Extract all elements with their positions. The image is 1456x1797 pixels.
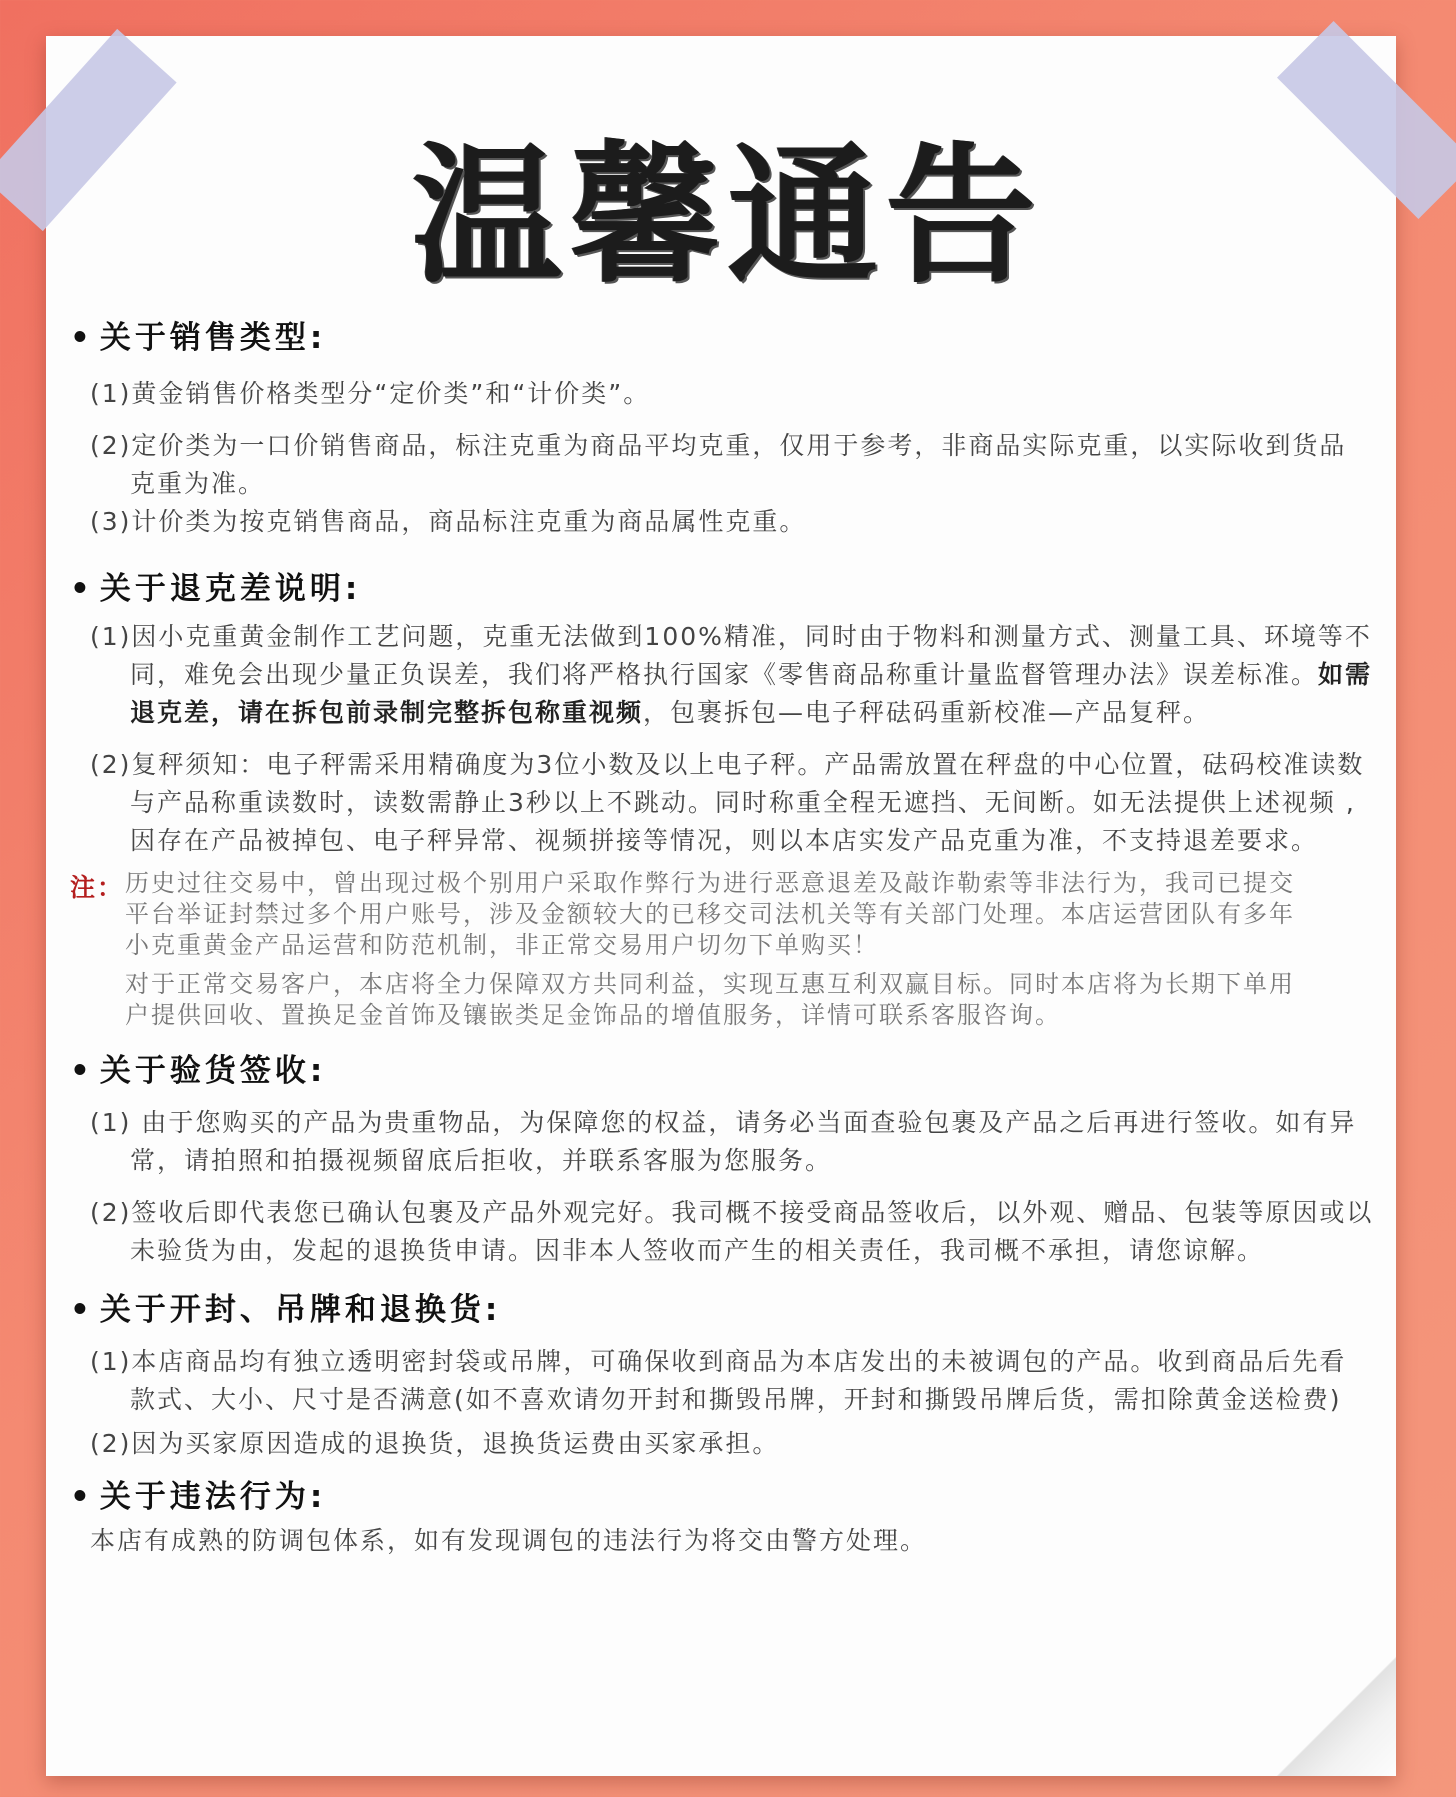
- bold-text: 如需退克差，请在拆包前录制完整拆包称重视频: [130, 660, 1373, 727]
- bullet-icon: •: [70, 320, 94, 356]
- section-heading: [70, 1045, 1400, 1090]
- section-title: 关于违法行为:: [99, 1479, 327, 1515]
- paragraph: (1)本店商品均有独立透明密封袋或吊牌，可确保收到商品为本店发出的未被调包的产品。收到商品后先看款式、大小、尺寸是否满意(如不喜欢请勿开封和撕毁吊牌，开封和撕毁吊牌后货，需扣除黄金送检费): [90, 1347, 1347, 1414]
- section-heading: [70, 312, 1400, 357]
- notice-title: 温馨通告: [411, 130, 1044, 304]
- paragraph: (1) 由于您购买的产品为贵重物品，为保障您的权益，请务必当面查验包裹及产品之后再进行签收。如有异常，请拍照和拍摄视频留底后拒收，并联系客服为您服务。: [90, 1108, 1357, 1175]
- note-body: [125, 868, 1310, 1031]
- note-text: 对于正常交易客户，本店将全力保障双方共同利益，实现互惠互利双赢目标。同时本店将为长期下单用户提供回收、置换足金首饰及镶嵌类足金饰品的增值服务，详情可联系客服咨询。: [125, 970, 1295, 1029]
- paragraph: (1)黄金销售价格类型分“定价类”和“计价类”。: [90, 379, 651, 408]
- bullet-icon: •: [70, 1053, 94, 1089]
- section-heading: [70, 563, 1400, 608]
- paragraph: (2)定价类为一口价销售商品，标注克重为商品平均克重，仅用于参考，非商品实际克重，以实际收到货品克重为准。: [90, 431, 1347, 498]
- bullet-icon: •: [70, 1479, 94, 1515]
- note-label: 注：: [70, 873, 125, 902]
- paragraph-text: ，包裹拆包—电子秤砝码重新校准—产品复秤。: [643, 698, 1211, 727]
- section-title: 关于验货签收:: [99, 1053, 327, 1089]
- paragraph: (2)签收后即代表您已确认包裹及产品外观完好。我司概不接受商品签收后，以外观、赠品、包装等原因或以未验货为由，发起的退换货申请。因非本人签收而产生的相关责任，我司概不承担，请您谅解。: [90, 1198, 1374, 1265]
- page-curl: [1276, 1656, 1396, 1776]
- section-title: 关于开封、吊牌和退换货:: [99, 1292, 502, 1328]
- note-text: 历史过往交易中，曾出现过极个别用户采取作弊行为进行恶意退差及敲诈勒索等非法行为，我司已提交平台举证封禁过多个用户账号，涉及金额较大的已移交司法机关等有关部门处理。本店运营团队有多年小克重黄金产品运营和防范机制，非正常交易用户切勿下单购买！: [125, 869, 1295, 959]
- section-title: 关于退克差说明:: [99, 571, 362, 607]
- section-heading: [70, 1284, 1400, 1329]
- note-block: [70, 868, 1310, 1031]
- paragraph: (2)复秤须知：电子秤需采用精确度为3位小数及以上电子秤。产品需放置在秤盘的中心位置，砝码校准读数与产品称重读数时，读数需静止3秒以上不跳动。同时称重全程无遮挡、无间断。如无法提供上述视频 ,因存在产品被掉包、电子秤异常、视频拼接等情况，则以本店实发产品克重为准，不支持退差要求。: [90, 750, 1365, 855]
- paragraph: (2)因为买家原因造成的退换货，退换货运费由买家承担。: [90, 1429, 780, 1458]
- bullet-icon: •: [70, 1292, 94, 1328]
- paragraph: 本店有成熟的防调包体系，如有发现调包的违法行为将交由警方处理。: [90, 1526, 928, 1555]
- notice-content: [70, 308, 1400, 1560]
- paragraph-text: (1)因小克重黄金制作工艺问题，克重无法做到100%精准，同时由于物料和测量方式、测量工具、环境等不同，难免会出现少量正负误差，我们将严格执行国家《零售商品称重计量监督管理办法》误差标准。: [90, 622, 1372, 689]
- bullet-icon: •: [70, 571, 94, 607]
- paragraph: (3)计价类为按克销售商品，商品标注克重为商品属性克重。: [90, 507, 807, 536]
- paragraph: [70, 618, 1390, 732]
- section-heading: [70, 1471, 1400, 1516]
- section-title: 关于销售类型:: [99, 320, 327, 356]
